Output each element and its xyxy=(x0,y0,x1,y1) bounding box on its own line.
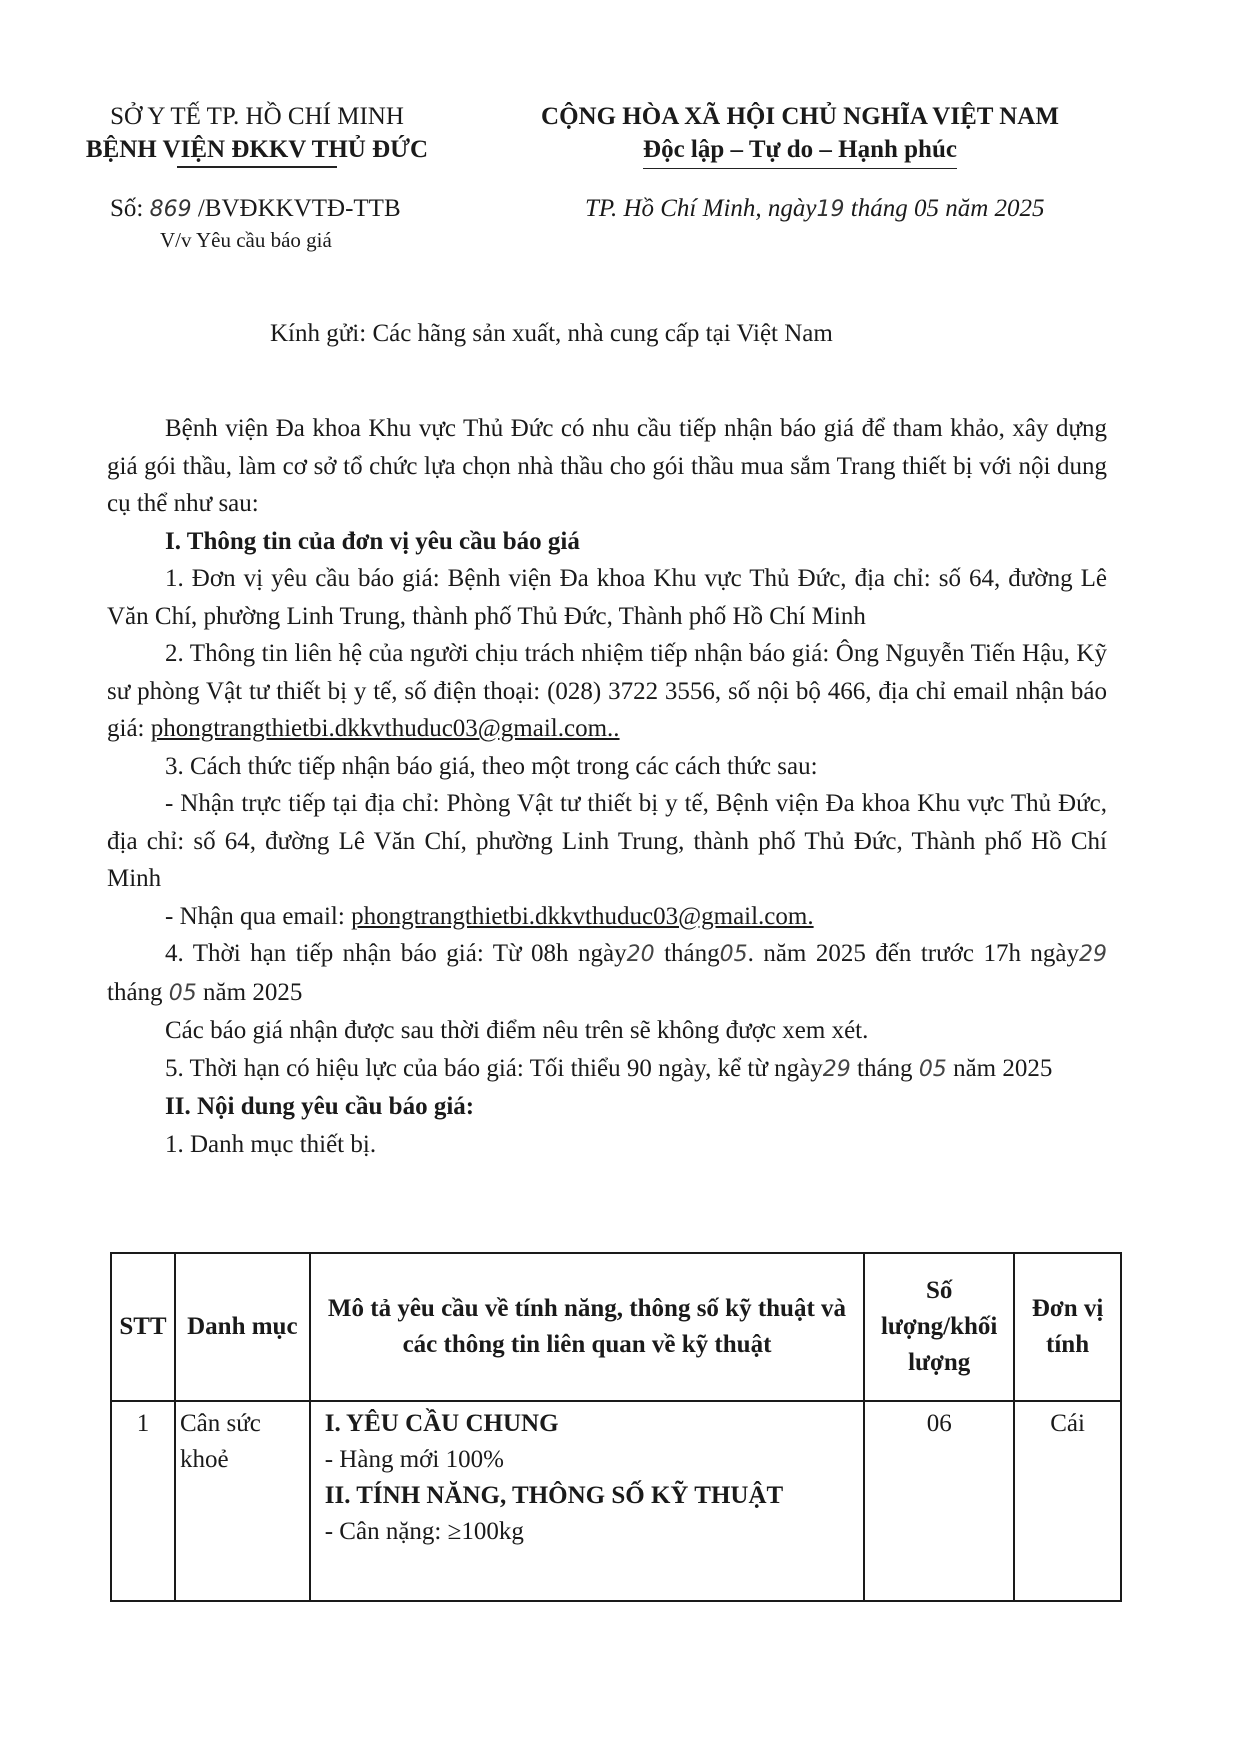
item-4-hand-month: 05 xyxy=(719,942,748,967)
item-4-part: tháng xyxy=(107,978,169,1006)
issuer-parent-org: SỞ Y TẾ TP. HỒ CHÍ MINH xyxy=(110,103,404,130)
date-part1: TP. Hồ Chí Minh, ngày xyxy=(585,195,817,222)
item-4 xyxy=(107,935,1107,1012)
table-row xyxy=(111,1401,1121,1601)
issuer-underline xyxy=(177,166,337,168)
item-5 xyxy=(107,1050,1107,1089)
issuer-hospital: BỆNH VIỆN ĐKKV THỦ ĐỨC xyxy=(85,136,429,163)
item-2-email-link[interactable]: phongtrangthietbi.dkkvthuduc03@gmail.com.. xyxy=(150,715,620,742)
equipment-table xyxy=(110,1252,1122,1602)
cell-category: Cân sức khoẻ xyxy=(175,1401,310,1601)
recipient-line: Kính gửi: Các hãng sản xuất, nhà cung cấp tại Việt Nam xyxy=(270,320,833,347)
item-4-part: năm 2025 xyxy=(196,978,303,1006)
item-3: 3. Cách thức tiếp nhận báo giá, theo một trong các cách thức sau: xyxy=(165,752,818,780)
cell-quantity: 06 xyxy=(864,1401,1014,1601)
spec-item-weight: - Cân nặng: ≥100kg xyxy=(324,1518,524,1545)
item-5-hand-day: 29 xyxy=(822,1056,851,1082)
nation-title: CỘNG HÒA XÃ HỘI CHỦ NGHĨA VIỆT NAM xyxy=(541,103,1059,130)
cell-unit: Cái xyxy=(1014,1401,1121,1601)
docno-suffix: /BVĐKKVTĐ-TTB xyxy=(197,195,401,222)
date-part2: tháng 05 năm 2025 xyxy=(850,195,1045,222)
spec-item-new: - Hàng mới 100% xyxy=(324,1446,504,1473)
spec-heading-technical: II. TÍNH NĂNG, THÔNG SỐ KỸ THUẬT xyxy=(324,1482,784,1509)
item-4-part: 4. Thời hạn tiếp nhận báo giá: Từ 08h ngày xyxy=(165,940,627,967)
item-5-part: 5. Thời hạn có hiệu lực của báo giá: Tối thiểu 90 ngày, kể từ ngày xyxy=(165,1054,823,1082)
intro-paragraph: Bệnh viện Đa khoa Khu vực Thủ Đức có nhu cầu tiếp nhận báo giá để tham khảo, xây dựng giá gói thầu, làm cơ sở tổ chức lựa chọn nhà thầu cho gói thầu mua sắm Trang thiết bị với nội dung cụ thể như sau: xyxy=(107,415,1107,517)
cell-description xyxy=(310,1401,865,1601)
item-2 xyxy=(107,635,1107,748)
document-number xyxy=(110,195,401,223)
item-4-note: Các báo giá nhận được sau thời điểm nêu trên sẽ không được xem xét. xyxy=(165,1017,869,1044)
issuer-block xyxy=(62,100,452,168)
national-header xyxy=(490,100,1110,169)
date-handwritten-day: 19 xyxy=(816,197,845,222)
docno-prefix: Số: xyxy=(110,195,144,222)
col-header-description: Mô tả yêu cầu về tính năng, thông số kỹ thuật và các thông tin liên quan về kỹ thuật xyxy=(310,1253,865,1401)
item-5-hand-month: 05 xyxy=(918,1056,947,1082)
letter-body xyxy=(107,410,1107,1163)
item-4-hand-day2: 29 xyxy=(1079,942,1108,967)
item-2-text: 2. Thông tin liên hệ của người chịu trách nhiệm tiếp nhận báo giá: Ông Nguyễn Tiến Hậu, Kỹ sư phòng Vật tư thiết bị y tế, số điện thoại: (028) 3722 3556, số nội bộ 466, địa chỉ email nhận báo giá: xyxy=(107,640,1107,742)
col-header-unit: Đơn vị tính xyxy=(1014,1253,1121,1401)
table-header-row xyxy=(111,1253,1121,1401)
item-3-direct: - Nhận trực tiếp tại địa chỉ: Phòng Vật tư thiết bị y tế, Bệnh viện Đa khoa Khu vực Thủ Đức, địa chỉ: số 64, đường Lê Văn Chí, phường Linh Trung, thành phố Thủ Đức, Thành phố Hồ Chí Minh xyxy=(107,790,1107,892)
item-1: 1. Đơn vị yêu cầu báo giá: Bệnh viện Đa khoa Khu vực Thủ Đức, địa chỉ: số 64, đường Lê Văn Chí, phường Linh Trung, thành phố Thủ Đức, Thành phố Hồ Chí Minh xyxy=(107,565,1107,630)
docno-handwritten: 869 xyxy=(149,197,192,222)
date-line xyxy=(585,195,1045,223)
item-5-part: tháng xyxy=(850,1054,919,1082)
item-4-part: tháng xyxy=(654,940,720,967)
col-header-category: Danh mục xyxy=(175,1253,310,1401)
item-4-hand-day: 20 xyxy=(626,942,655,967)
document-subject: V/v Yêu cầu báo giá xyxy=(160,228,332,252)
section-1-title: I. Thông tin của đơn vị yêu cầu báo giá xyxy=(165,527,580,555)
item-4-part: . năm 2025 đến trước 17h ngày xyxy=(747,940,1080,967)
cell-stt: 1 xyxy=(111,1401,175,1601)
spec-heading-general: I. YÊU CẦU CHUNG xyxy=(324,1410,559,1437)
item-5-part: năm 2025 xyxy=(946,1054,1053,1082)
col-header-stt: STT xyxy=(111,1253,175,1401)
equipment-list-title: 1. Danh mục thiết bị. xyxy=(165,1130,377,1158)
nation-motto: Độc lập – Tự do – Hạnh phúc xyxy=(643,133,957,169)
section-2-title: II. Nội dung yêu cầu báo giá: xyxy=(165,1093,475,1120)
item-3-email-text: - Nhận qua email: xyxy=(165,902,352,930)
item-3-email xyxy=(107,898,1107,936)
item-4-hand-month2: 05 xyxy=(168,980,197,1006)
col-header-quantity: Số lượng/khối lượng xyxy=(864,1253,1014,1401)
item-3-email-link[interactable]: phongtrangthietbi.dkkvthuduc03@gmail.com. xyxy=(351,902,814,930)
